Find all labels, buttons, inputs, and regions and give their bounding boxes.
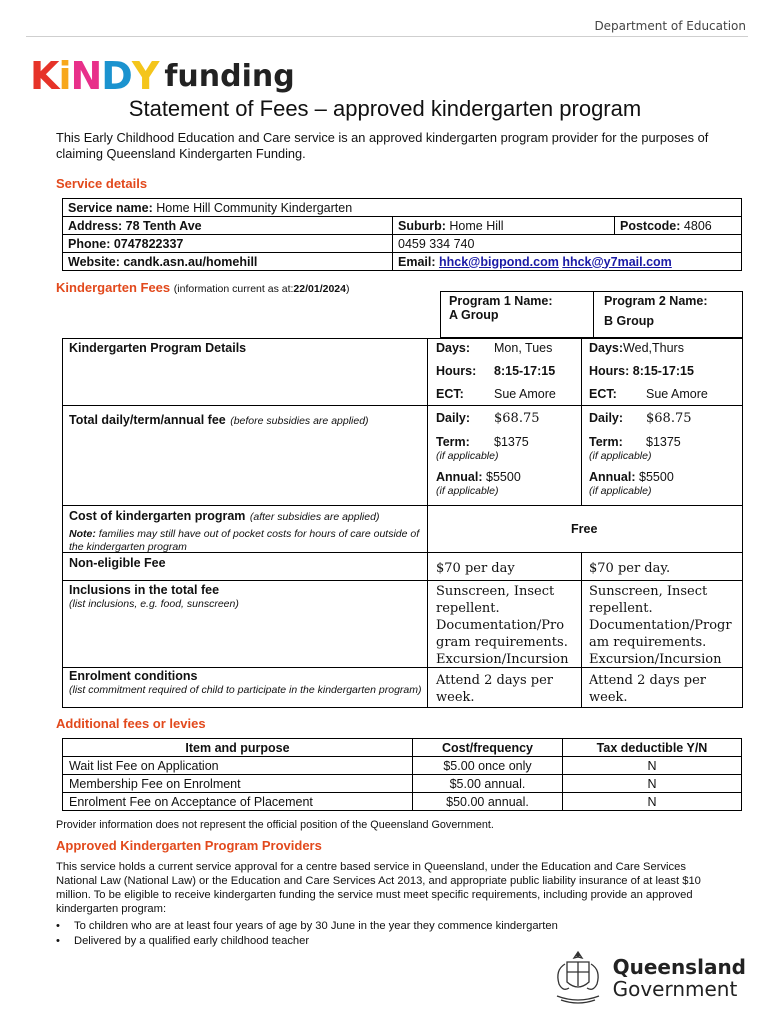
p1-annual-value: $5500 [486,470,521,484]
table-row [63,793,742,811]
additional-fees-heading: Additional fees or levies [56,716,206,731]
logo-letter-k: K [30,54,59,98]
p1-term-value: $1375 [494,435,529,449]
fees-info-date: 22/01/2024 [293,283,346,295]
p1-days-value: Mon, Tues [494,341,553,355]
col-tax: Tax deductible Y/N [563,739,742,757]
table-row [63,757,742,775]
logo-letter-y: Y [131,54,159,98]
p2-enrolment [589,672,706,706]
note-text: families may still have out of pocket costs for hours of care outside of the kindergarten program [69,528,420,553]
p1-inclusion-line: Excursion/Incursion [436,652,569,667]
col-cost: Cost/frequency [413,739,563,757]
gov-line-1: Queensland [612,955,746,979]
disclaimer: Provider information does not represent the official position of the Queensland Government. [56,819,494,831]
cost-note: (after subsidies are applied) [249,511,380,523]
p1-ect-label: ECT: [436,387,464,401]
service-name-cell [63,199,742,217]
logo-letter-n: N [70,54,102,98]
kindergarten-fees-heading: Kindergarten Fees [56,280,171,295]
p2-inclusion-line: Sunscreen, Insect [589,584,708,599]
p2-inclusion-line: repellent. [589,601,653,616]
cost-footnote [69,528,424,554]
p1-daily-label: Daily: [436,411,471,425]
service-details-heading: Service details [56,176,148,191]
row-tax: N [563,757,742,775]
total-fee-note: (before subsidies are applied) [230,415,369,427]
p2-term-note: (if applicable) [589,450,652,462]
p1-enrolment-line: Attend 2 days per [436,673,553,688]
email-cell [393,253,742,271]
postcode-label: Postcode: [620,218,681,233]
inclusions-label: Inclusions in the total fee [69,583,220,597]
website-cell: Website: candk.asn.au/homehill [63,253,393,271]
program1-name-cell [440,291,594,338]
non-eligible-label: Non-eligible Fee [69,556,166,570]
gov-line-2: Government [612,977,738,1001]
list-item: • Delivered by a qualified early childhood teacher [56,935,310,947]
p1-ect-value: Sue Amore [494,387,556,401]
department-label: Department of Education [594,19,746,33]
p2-hours-label: Hours: [589,364,630,378]
p2-term-value: $1375 [646,435,681,449]
header-divider [26,36,748,37]
phone2-cell: 0459 334 740 [393,235,742,253]
additional-fees-table [62,738,742,811]
row-tax: N [563,793,742,811]
p2-enrolment-line: Attend 2 days per [589,673,706,688]
p1-inclusion-line: repellent. [436,601,500,616]
coat-of-arms-icon [549,948,607,1008]
approved-providers-heading: Approved Kindergarten Program Providers [56,838,322,853]
row-cost: $5.00 annual. [413,775,563,793]
p2-daily-label: Daily: [589,411,624,425]
postcode-value: 4806 [683,218,712,233]
service-name-value: Home Hill Community Kindergarten [156,200,353,215]
p1-enrolment-line: week. [436,690,475,705]
p2-term-label: Term: [589,435,623,449]
p1-inclusion-line: Documentation/Pro [436,618,565,633]
approved-bullets [56,919,616,948]
suburb-label: Suburb: [398,218,446,233]
logo-letter-d: D [101,54,132,98]
p1-enrolment [436,672,553,706]
p1-term-label: Term: [436,435,470,449]
program2-name-label: Program 2 Name: [604,294,708,308]
queensland-government-logo [549,948,746,1008]
fees-info-prefix: (information current as at: [173,283,294,295]
col-item: Item and purpose [63,739,413,757]
p2-ect-label: ECT: [589,387,617,401]
p2-inclusion-line: Documentation/Progr [589,618,732,633]
kindergarten-fees-heading-line [56,280,349,295]
program-details-label: Kindergarten Program Details [69,341,247,355]
approved-paragraph: This service holds a current service approval for a centre based service in Queensland, under the Education and Care Services National Law (National Law) or the Education and Care Services Act 2013, and appropriate public liability insurance of at least $10 million. To be eligible to receive kindergarten funding the service must meet specific requirements, including provide an approved kindergarten program: [56,861,701,915]
p1-term-note: (if applicable) [436,450,499,462]
row-item: Wait list Fee on Application [63,757,413,775]
postcode-cell [615,217,742,235]
total-fee-label: Total daily/term/annual fee [69,413,226,427]
logo-letter-i: i [58,54,71,98]
p2-hours-value: 8:15-17:15 [632,364,694,378]
row-cost: $50.00 annual. [413,793,563,811]
program1-name-value: A Group [449,308,499,322]
p1-inclusion-line: Sunscreen, Insect [436,584,555,599]
program2-name-value: B Group [604,314,654,328]
p1-inclusion-line: gram requirements. [436,635,568,650]
p2-annual-label: Annual: [589,470,636,484]
suburb-value: Home Hill [449,218,504,233]
intro-paragraph: This Early Childhood Education and Care service is an approved kindergarten program provider for the purposes of claiming Queensland Kindergarten Funding. [56,130,709,161]
total-fee-label-line [69,411,369,429]
enrolment-note: (list commitment required of child to participate in the kindergarten program) [69,684,422,696]
service-name-label: Service name: [68,200,153,215]
phone-cell: Phone: 0747822337 [63,235,393,253]
address-cell: Address: 78 Tenth Ave [63,217,393,235]
note-label: Note: [69,528,96,540]
p1-days-label: Days: [436,341,471,355]
page-title: Statement of Fees – approved kindergarten program [128,96,642,121]
p2-days-label: Days: [589,341,624,355]
email-link-1[interactable]: hhck@bigpond.com [439,254,559,269]
enrolment-label: Enrolment conditions [69,669,198,683]
p1-non-eligible-value: $70 per day [436,561,515,576]
p2-annual-value: $5500 [639,470,674,484]
queensland-government-wordmark [613,956,746,1000]
p2-inclusion-line: am requirements. [589,635,707,650]
email-link-2[interactable]: hhck@y7mail.com [562,254,672,269]
row-tax: N [563,775,742,793]
logo-funding-word: funding [164,59,295,94]
p1-daily-value: $68.75 [494,411,540,426]
row-cost: $5.00 once only [413,757,563,775]
p2-daily-value: $68.75 [646,411,692,426]
p1-annual-note: (if applicable) [436,485,499,497]
p2-inclusion-line: Excursion/Incursion [589,652,722,667]
row-item: Enrolment Fee on Acceptance of Placement [63,793,413,811]
p2-non-eligible-value: $70 per day. [589,561,671,576]
p2-inclusions [589,583,732,668]
kindy-funding-logo [30,52,295,96]
row-item: Membership Fee on Enrolment [63,775,413,793]
p2-days-value: Wed,Thurs [623,341,684,355]
suburb-cell [393,217,615,235]
bullet-text: To children who are at least four years of age by 30 June in the year they commence kindergarten [74,920,558,932]
table-row [63,775,742,793]
inclusions-note: (list inclusions, e.g. food, sunscreen) [69,598,239,610]
p2-annual-note: (if applicable) [589,485,652,497]
p1-annual-label: Annual: [436,470,483,484]
program2-name-cell [593,291,743,338]
p1-hours-label: Hours: [436,364,477,378]
bullet-text: Delivered by a qualified early childhood teacher [74,935,310,947]
cost-label-line [69,507,379,525]
p1-hours-value: 8:15-17:15 [494,364,556,378]
email-label: Email: [398,254,436,269]
cost-label: Cost of kindergarten program [69,509,246,523]
list-item: • To children who are at least four years of age by 30 June in the year they commence kindergarten [56,920,558,932]
p1-inclusions [436,583,569,668]
p2-enrolment-line: week. [589,690,628,705]
p2-ect-value: Sue Amore [646,387,708,401]
program1-name-label: Program 1 Name: [449,294,553,308]
cost-value: Free [571,522,598,536]
fees-info-suffix: ) [345,283,350,295]
service-details-table [62,198,742,271]
